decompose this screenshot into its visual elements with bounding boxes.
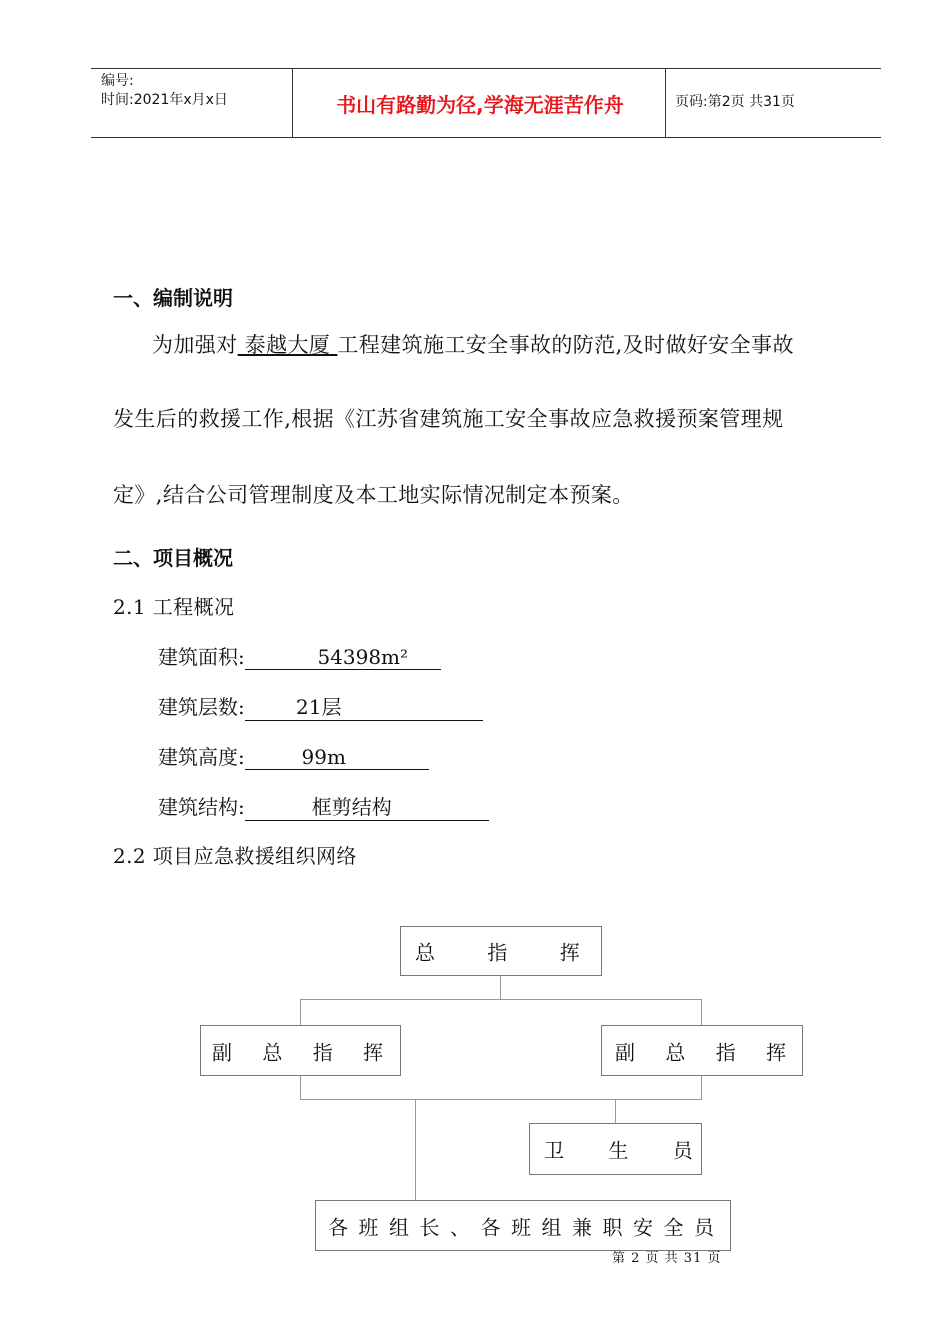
para-text: 工程建筑施工安全事故的防范,及时做好安全事故 (337, 333, 794, 357)
spec-row-height (158, 741, 429, 770)
org-box-deputy-right (601, 1025, 803, 1076)
para-text: 为加强对 (152, 333, 238, 357)
spec-value: 99m (245, 745, 429, 770)
header-motto: 书山有路勤为径,学海无涯苦作舟 (336, 92, 624, 117)
connector-line (300, 999, 702, 1000)
org-box-label: 各班组长、各班组兼职安全员 (328, 1215, 725, 1239)
spec-row-structure (158, 791, 489, 821)
spec-row-floors (158, 691, 483, 721)
header-number: 编号: (101, 73, 134, 89)
connector-line (500, 975, 501, 1000)
spec-label: 建筑层数: (158, 695, 245, 719)
header-page-number: 页码:第2页 共31页 (675, 94, 795, 110)
spec-label: 建筑面积: (158, 645, 245, 669)
section-heading-2: 二、项目概况 (113, 546, 233, 570)
page-header (91, 68, 881, 138)
paragraph-line-2: 发生后的救援工作,根据《江苏省建筑施工安全事故应急救援预案管理规 (113, 407, 784, 431)
spec-row-area (158, 641, 441, 670)
spec-label: 建筑结构: (158, 795, 245, 819)
header-meta (101, 72, 228, 110)
project-name: 泰越大厦 (237, 333, 338, 357)
org-box-label: 副 总 指 挥 (212, 1040, 384, 1064)
org-box-health (529, 1123, 702, 1175)
connector-line (300, 1099, 702, 1100)
section-heading-1: 一、编制说明 (113, 286, 233, 310)
org-box-label: 总 指 挥 (415, 940, 580, 965)
org-box-label: 卫 生 员 (544, 1138, 693, 1163)
org-box-teams (315, 1200, 731, 1251)
spec-value: 54398m² (245, 645, 441, 670)
paragraph-line-3: 定》,结合公司管理制度及本工地实际情况制定本预案。 (113, 483, 634, 507)
org-box-deputy-left (200, 1025, 401, 1076)
connector-line (615, 1099, 616, 1124)
connector-line (415, 1099, 416, 1201)
spec-value: 21层 (245, 691, 483, 721)
subsection-2-2: 2.2 项目应急救援组织网络 (113, 844, 357, 868)
header-time: 时间:2021年x月x日 (101, 92, 228, 108)
paragraph-line-1 (152, 329, 794, 359)
org-box-label: 副 总 指 挥 (615, 1040, 787, 1064)
spec-value: 框剪结构 (245, 791, 489, 821)
page-footer: 第 2 页 共 31 页 (612, 1251, 722, 1266)
org-box-chief (400, 926, 602, 976)
spec-label: 建筑高度: (158, 745, 245, 769)
subsection-2-1: 2.1 工程概况 (113, 595, 235, 619)
header-divider (665, 69, 666, 137)
